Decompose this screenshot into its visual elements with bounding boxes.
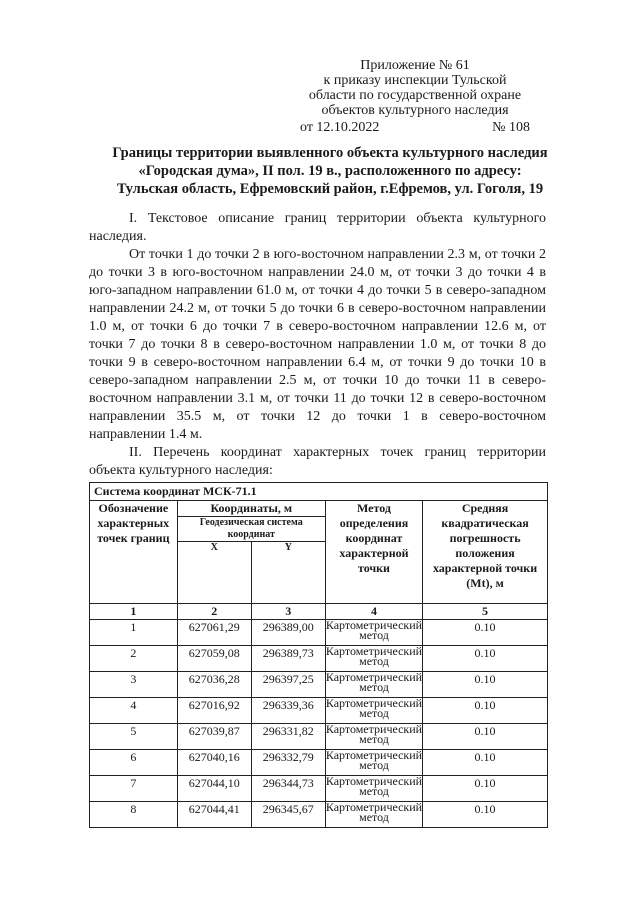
point-y: 296332,79: [251, 750, 325, 776]
column-number: 3: [251, 604, 325, 620]
order-date: от 12.10.2022: [300, 120, 380, 135]
section-1-heading: I. Текстовое описание границ территории объекта культурного наследия.: [89, 211, 546, 244]
point-error: 0.10: [423, 620, 548, 646]
point-id: 7: [90, 776, 178, 802]
point-x: 627016,92: [177, 698, 251, 724]
text-description: [89, 210, 546, 480]
table-row: [90, 776, 548, 802]
point-x: 627039,87: [177, 724, 251, 750]
point-x: 627061,29: [177, 620, 251, 646]
point-x: 627036,28: [177, 672, 251, 698]
point-method: Картометрический метод: [325, 750, 422, 776]
point-error: 0.10: [423, 802, 548, 828]
point-method: Картометрический метод: [325, 776, 422, 802]
header-designation: Обозначение характерных точек границ: [90, 501, 178, 604]
point-id: 4: [90, 698, 178, 724]
header-error: Средняя квадратическая погрешность положения характерной точки (Mt), м: [423, 501, 548, 604]
point-error: 0.10: [423, 724, 548, 750]
point-error: 0.10: [423, 776, 548, 802]
point-y: 296389,73: [251, 646, 325, 672]
point-error: 0.10: [423, 672, 548, 698]
document-title: [60, 144, 600, 198]
point-id: 1: [90, 620, 178, 646]
coordinates-table: [89, 482, 548, 828]
header-method: Метод определения координат характерной точки: [325, 501, 422, 604]
column-number: 5: [423, 604, 548, 620]
point-y: 296389,00: [251, 620, 325, 646]
table-row: [90, 620, 548, 646]
appendix-line-1: Приложение № 61: [360, 58, 470, 73]
coordinate-system: Система координат МСК-71.1: [90, 483, 548, 501]
appendix-line-4: объектов культурного наследия: [321, 103, 509, 118]
title-line-3: Тульская область, Ефремовский район, г.Ефремов, ул. Гоголя, 19: [116, 181, 544, 197]
point-method: Картометрический метод: [325, 802, 422, 828]
header-geodetic: Геодезическая система координат: [177, 517, 325, 542]
point-y: 296344,73: [251, 776, 325, 802]
title-line-2: «Городская дума», II пол. 19 в., расположенного по адресу:: [138, 163, 522, 179]
order-number: № 108: [492, 120, 530, 135]
point-error: 0.10: [423, 698, 548, 724]
column-number: 1: [90, 604, 178, 620]
header-coordinates: Координаты, м: [177, 501, 325, 517]
point-id: 3: [90, 672, 178, 698]
point-y: 296339,36: [251, 698, 325, 724]
column-number: 2: [177, 604, 251, 620]
table-row: [90, 698, 548, 724]
point-x: 627040,16: [177, 750, 251, 776]
point-method: Картометрический метод: [325, 620, 422, 646]
point-id: 8: [90, 802, 178, 828]
point-id: 5: [90, 724, 178, 750]
table-row: [90, 802, 548, 828]
title-line-1: Границы территории выявленного объекта культурного наследия: [112, 145, 548, 161]
point-error: 0.10: [423, 646, 548, 672]
table-row: [90, 724, 548, 750]
point-id: 2: [90, 646, 178, 672]
order-date-line: [300, 120, 530, 135]
point-method: Картометрический метод: [325, 698, 422, 724]
point-y: 296331,82: [251, 724, 325, 750]
point-y: 296345,67: [251, 802, 325, 828]
header-y: Y: [251, 542, 325, 604]
appendix-line-3: области по государственной охране: [308, 88, 522, 103]
point-x: 627044,41: [177, 802, 251, 828]
point-x: 627059,08: [177, 646, 251, 672]
column-number: 4: [325, 604, 422, 620]
point-error: 0.10: [423, 750, 548, 776]
point-y: 296397,25: [251, 672, 325, 698]
point-x: 627044,10: [177, 776, 251, 802]
section-2-heading: II. Перечень координат характерных точек границ территории объекта культурного наследия:: [89, 445, 546, 478]
point-id: 6: [90, 750, 178, 776]
header-x: X: [177, 542, 251, 604]
appendix-line-2: к приказу инспекции Тульской: [323, 73, 507, 88]
point-method: Картометрический метод: [325, 724, 422, 750]
appendix-block: [300, 58, 530, 135]
point-method: Картометрический метод: [325, 646, 422, 672]
section-1-body: От точки 1 до точки 2 в юго-восточном направлении 2.3 м, от точки 2 до точки 3 в юго-восточном направлении 24.0 м, от точки 3 до точки 4 в юго-западном направлении 61.0 м, от точки 4 до точки 5 в северо-западном направлении 24.2 м, от точки 5 до точки 6 в северо-восточном направлении 1.0 м, от точки 6 до точки 7 в северо-восточном направлении 12.6 м, от точки 7 до точки 8 в северо-восточном направлении 1.0 м, от точки 8 до точки 9 в северо-восточном направлении 6.4 м, от точки 9 до точки 10 в северо-западном направлении 2.5 м, от точки 10 до точки 11 в северо-восточном направлении 3.1 м, от точки 11 до точки 12 в северо-восточном направлении 35.5 м, от точки 12 до точки 1 в северо-восточном направлении 1.4 м.: [89, 247, 546, 442]
table-row: [90, 672, 548, 698]
table-row: [90, 646, 548, 672]
point-method: Картометрический метод: [325, 672, 422, 698]
table-row: [90, 750, 548, 776]
